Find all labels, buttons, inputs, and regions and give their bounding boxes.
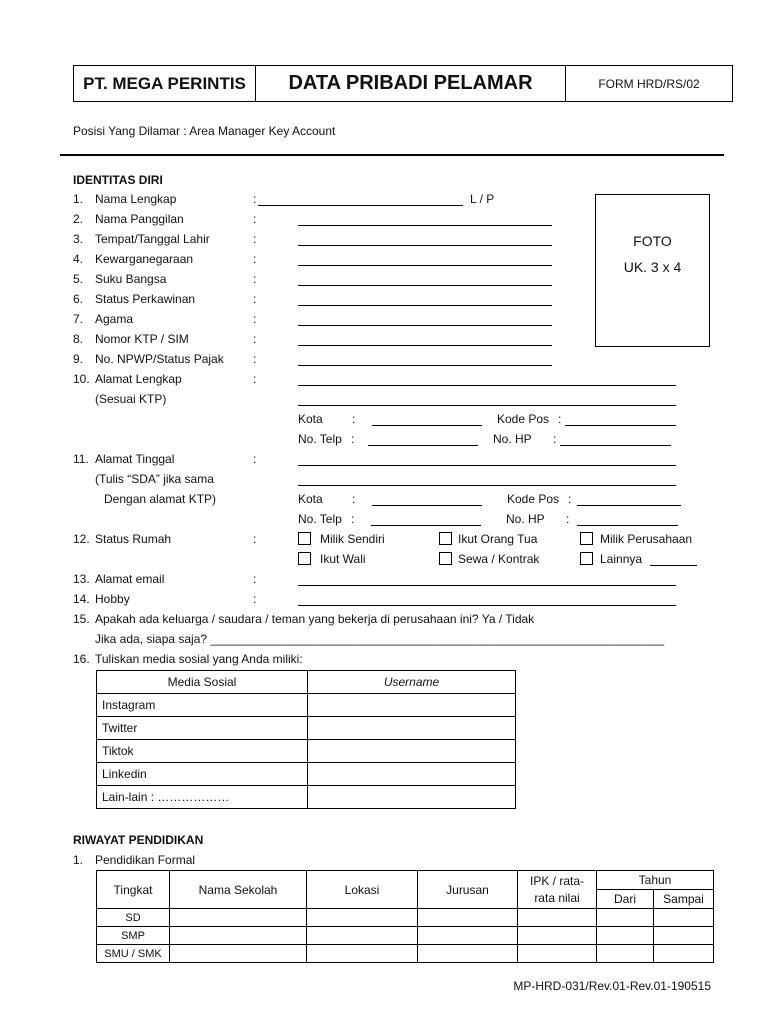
- table-cell[interactable]: [597, 945, 654, 963]
- item-number: 15.: [73, 612, 90, 626]
- item-number: 10.: [73, 372, 90, 386]
- photo-size-label: UK. 3 x 4: [623, 259, 682, 275]
- education-subtitle: [73, 853, 195, 867]
- username-cell[interactable]: [308, 786, 516, 809]
- field-row-relatives: [73, 612, 534, 626]
- item-number: 4.: [73, 252, 84, 266]
- field-sublabel: (Sesuai KTP): [95, 392, 167, 406]
- table-row: [97, 763, 516, 786]
- postal-code-label: Kode Pos: [497, 412, 550, 426]
- colon: :: [253, 372, 257, 386]
- field-row-ethnicity: [73, 272, 166, 286]
- other-housing-input-line[interactable]: [650, 565, 697, 566]
- table-row: [97, 694, 516, 717]
- colon: :: [253, 572, 257, 586]
- field-label: Alamat Tinggal: [95, 452, 175, 466]
- mobile-input-line[interactable]: [560, 445, 671, 446]
- table-cell[interactable]: [597, 909, 654, 927]
- table-cell[interactable]: [518, 927, 597, 945]
- field-label: No. NPWP/Status Pajak: [95, 352, 224, 366]
- phone-label: No. Telp: [298, 512, 342, 526]
- social-media-name: Linkedin: [97, 763, 308, 786]
- column-header: Username: [308, 671, 516, 694]
- postal-code-input-line[interactable]: [565, 425, 676, 426]
- table-row: [97, 945, 714, 963]
- education-level: SMU / SMK: [97, 945, 170, 963]
- colon: :: [253, 452, 257, 466]
- column-header: Nama Sekolah: [170, 871, 307, 909]
- field-label: Nama Lengkap: [95, 192, 177, 206]
- item-number: 3.: [73, 232, 84, 246]
- education-level: SD: [97, 909, 170, 927]
- checkbox-rent[interactable]: [439, 552, 452, 565]
- username-cell[interactable]: [308, 694, 516, 717]
- table-cell[interactable]: [418, 945, 518, 963]
- field-label: Alamat email: [95, 572, 165, 586]
- table-row: [97, 740, 516, 763]
- checkbox-label: Ikut Wali: [320, 552, 366, 566]
- item-number: 2.: [73, 212, 84, 226]
- field-sublabel: Dengan alamat KTP): [104, 492, 217, 506]
- field-label: Status Perkawinan: [95, 292, 196, 306]
- checkbox-label: Milik Sendiri: [320, 532, 385, 546]
- phone-input-line[interactable]: [371, 525, 481, 526]
- field-row-hobby: [73, 592, 130, 606]
- table-cell[interactable]: [170, 927, 307, 945]
- mobile-input-line[interactable]: [577, 525, 678, 526]
- item-number: 8.: [73, 332, 84, 346]
- username-cell[interactable]: [308, 763, 516, 786]
- colon: :: [253, 312, 257, 326]
- postal-code-label: Kode Pos: [507, 492, 560, 506]
- ipk-header-line: rata nilai: [534, 890, 580, 905]
- table-cell[interactable]: [597, 927, 654, 945]
- education-section-title: RIWAYAT PENDIDIKAN: [73, 833, 204, 847]
- religion-input-line[interactable]: [298, 325, 552, 326]
- full-name-input-line[interactable]: [258, 205, 463, 206]
- gender-options[interactable]: L / P: [470, 192, 495, 206]
- field-label: Hobby: [95, 592, 130, 606]
- field-label: Status Rumah: [95, 532, 172, 546]
- position-applied: Posisi Yang Dilamar : Area Manager Key Account: [73, 124, 336, 138]
- field-label: Agama: [95, 312, 134, 326]
- field-label: Nomor KTP / SIM: [95, 332, 189, 346]
- column-header: Dari: [597, 890, 654, 909]
- city-label: Kota: [298, 492, 323, 506]
- email-input-line[interactable]: [298, 585, 676, 586]
- item-number: 5.: [73, 272, 84, 286]
- education-level: SMP: [97, 927, 170, 945]
- colon: :: [253, 352, 257, 366]
- field-row-tax: [73, 352, 224, 366]
- item-number: 6.: [73, 292, 84, 306]
- colon: :: [351, 432, 355, 446]
- column-header: Sampai: [654, 890, 714, 909]
- colon: :: [568, 492, 572, 506]
- item-number: 9.: [73, 352, 84, 366]
- field-row-nickname: [73, 212, 184, 226]
- colon: :: [253, 532, 257, 546]
- phone-input-line[interactable]: [368, 445, 478, 446]
- field-row-religion: [73, 312, 133, 326]
- table-cell[interactable]: [418, 927, 518, 945]
- field-label: Suku Bangsa: [95, 272, 167, 286]
- address-ktp-line-2[interactable]: [298, 405, 676, 406]
- field-row-housing: [73, 532, 171, 546]
- field-row-id-number: [73, 332, 189, 346]
- username-cell[interactable]: [308, 740, 516, 763]
- checkbox-own-house[interactable]: [298, 532, 311, 545]
- social-media-name: Lain-lain : ………………: [97, 786, 308, 809]
- table-row: [97, 927, 714, 945]
- colon: :: [253, 252, 257, 266]
- education-subtitle-label: Pendidikan Formal: [95, 853, 196, 867]
- table-cell[interactable]: [307, 945, 418, 963]
- table-cell[interactable]: [418, 909, 518, 927]
- social-media-table: [96, 670, 516, 809]
- phone-label: No. Telp: [298, 432, 342, 446]
- table-cell[interactable]: [654, 927, 714, 945]
- colon: :: [351, 512, 355, 526]
- item-number: 11.: [73, 452, 89, 466]
- field-label[interactable]: Apakah ada keluarga / saudara / teman yang bekerja di perusahaan ini? Ya / Tidak: [95, 612, 535, 626]
- document-code: MP-HRD-031/Rev.01-Rev.01-190515: [513, 979, 711, 993]
- table-cell[interactable]: [307, 909, 418, 927]
- city-input-line[interactable]: [372, 425, 482, 426]
- id-number-input-line[interactable]: [298, 345, 552, 346]
- colon: :: [253, 212, 257, 226]
- column-header: Lokasi: [307, 871, 418, 909]
- colon: :: [566, 512, 570, 526]
- form-header: [73, 65, 733, 102]
- colon: :: [352, 492, 356, 506]
- item-number: 1.: [73, 192, 84, 206]
- checkbox-guardian-house[interactable]: [298, 552, 311, 565]
- divider: [60, 154, 724, 156]
- checkbox-other[interactable]: [580, 552, 593, 565]
- checkbox-label: Ikut Orang Tua: [458, 532, 538, 546]
- field-label: Nama Panggilan: [95, 212, 184, 226]
- field-row-address-ktp: [73, 372, 182, 386]
- field-label: Tempat/Tanggal Lahir: [95, 232, 210, 246]
- education-table: [96, 870, 714, 963]
- city-input-line[interactable]: [372, 505, 482, 506]
- checkbox-label: Sewa / Kontrak: [458, 552, 540, 566]
- field-row-social-media: [73, 652, 303, 666]
- table-row: [97, 786, 516, 809]
- city-label: Kota: [298, 412, 323, 426]
- postal-code-input-line[interactable]: [577, 505, 681, 506]
- field-row-address-current: [73, 452, 174, 466]
- field-row-full-name: [73, 192, 176, 206]
- table-cell[interactable]: [518, 945, 597, 963]
- marital-input-line[interactable]: [298, 305, 552, 306]
- item-number: 7.: [73, 312, 84, 326]
- item-number: 13.: [73, 572, 90, 586]
- colon: :: [253, 192, 257, 206]
- item-number: 16.: [73, 652, 90, 666]
- identity-section-title: IDENTITAS DIRI: [73, 173, 163, 187]
- checkbox-parents-house[interactable]: [439, 532, 452, 545]
- tax-input-line[interactable]: [298, 365, 552, 366]
- column-header: Tingkat: [97, 871, 170, 909]
- ethnicity-input-line[interactable]: [298, 285, 552, 286]
- citizenship-input-line[interactable]: [298, 265, 552, 266]
- field-row-marital: [73, 292, 195, 306]
- field-label: Kewarganegaraan: [95, 252, 194, 266]
- item-number: 12.: [73, 532, 90, 546]
- mobile-label: No. HP: [506, 512, 545, 526]
- colon: :: [558, 412, 562, 426]
- form-code: FORM HRD/RS/02: [598, 76, 700, 91]
- table-row: [97, 717, 516, 740]
- social-media-name: Tiktok: [97, 740, 308, 763]
- field-label: Tuliskan media sosial yang Anda miliki:: [95, 652, 303, 666]
- relatives-names-line[interactable]: Jika ada, siapa saja? ____________________________________________________________________: [95, 632, 665, 646]
- table-cell[interactable]: [307, 927, 418, 945]
- table-cell[interactable]: [654, 909, 714, 927]
- checkbox-label: Lainnya: [600, 552, 643, 566]
- address-current-line-2[interactable]: [298, 485, 676, 486]
- photo-placeholder: [595, 194, 710, 347]
- address-ktp-line-1[interactable]: [298, 385, 676, 386]
- field-row-birth: [73, 232, 210, 246]
- birth-input-line[interactable]: [298, 245, 552, 246]
- field-label: Alamat Lengkap: [95, 372, 182, 386]
- column-header: Tahun: [597, 871, 714, 890]
- table-cell[interactable]: [170, 909, 307, 927]
- field-row-email: [73, 572, 164, 586]
- hobby-input-line[interactable]: [298, 605, 676, 606]
- colon: :: [253, 292, 257, 306]
- company-name: PT. MEGA PERINTIS: [74, 66, 256, 101]
- field-sublabel: (Tulis “SDA” jika sama: [95, 472, 214, 486]
- mobile-label: No. HP: [493, 432, 532, 446]
- column-header: Jurusan: [418, 871, 518, 909]
- colon: :: [352, 412, 356, 426]
- address-current-line-1[interactable]: [298, 465, 676, 466]
- social-media-name: Twitter: [97, 717, 308, 740]
- ipk-header-line: IPK / rata-: [529, 873, 585, 888]
- social-media-name: Instagram: [97, 694, 308, 717]
- table-cell[interactable]: [518, 909, 597, 927]
- table-cell[interactable]: [170, 945, 307, 963]
- table-header-row: [97, 671, 516, 694]
- colon: :: [253, 272, 257, 286]
- table-cell[interactable]: [654, 945, 714, 963]
- table-row: [97, 909, 714, 927]
- field-row-citizenship: [73, 252, 193, 266]
- form-title: DATA PRIBADI PELAMAR: [256, 66, 566, 101]
- nickname-input-line[interactable]: [298, 225, 552, 226]
- column-header-ipk: [518, 871, 597, 909]
- checkbox-label: Milik Perusahaan: [600, 532, 693, 546]
- column-header: Media Sosial: [97, 671, 308, 694]
- colon: :: [253, 592, 257, 606]
- colon: :: [253, 232, 257, 246]
- photo-label: FOTO: [633, 233, 672, 249]
- username-cell[interactable]: [308, 717, 516, 740]
- item-number: 14.: [73, 592, 90, 606]
- table-header-row: [97, 871, 714, 890]
- checkbox-company-house[interactable]: [580, 532, 593, 545]
- colon: :: [253, 332, 257, 346]
- item-number: 1.: [73, 853, 84, 867]
- colon: :: [553, 432, 557, 446]
